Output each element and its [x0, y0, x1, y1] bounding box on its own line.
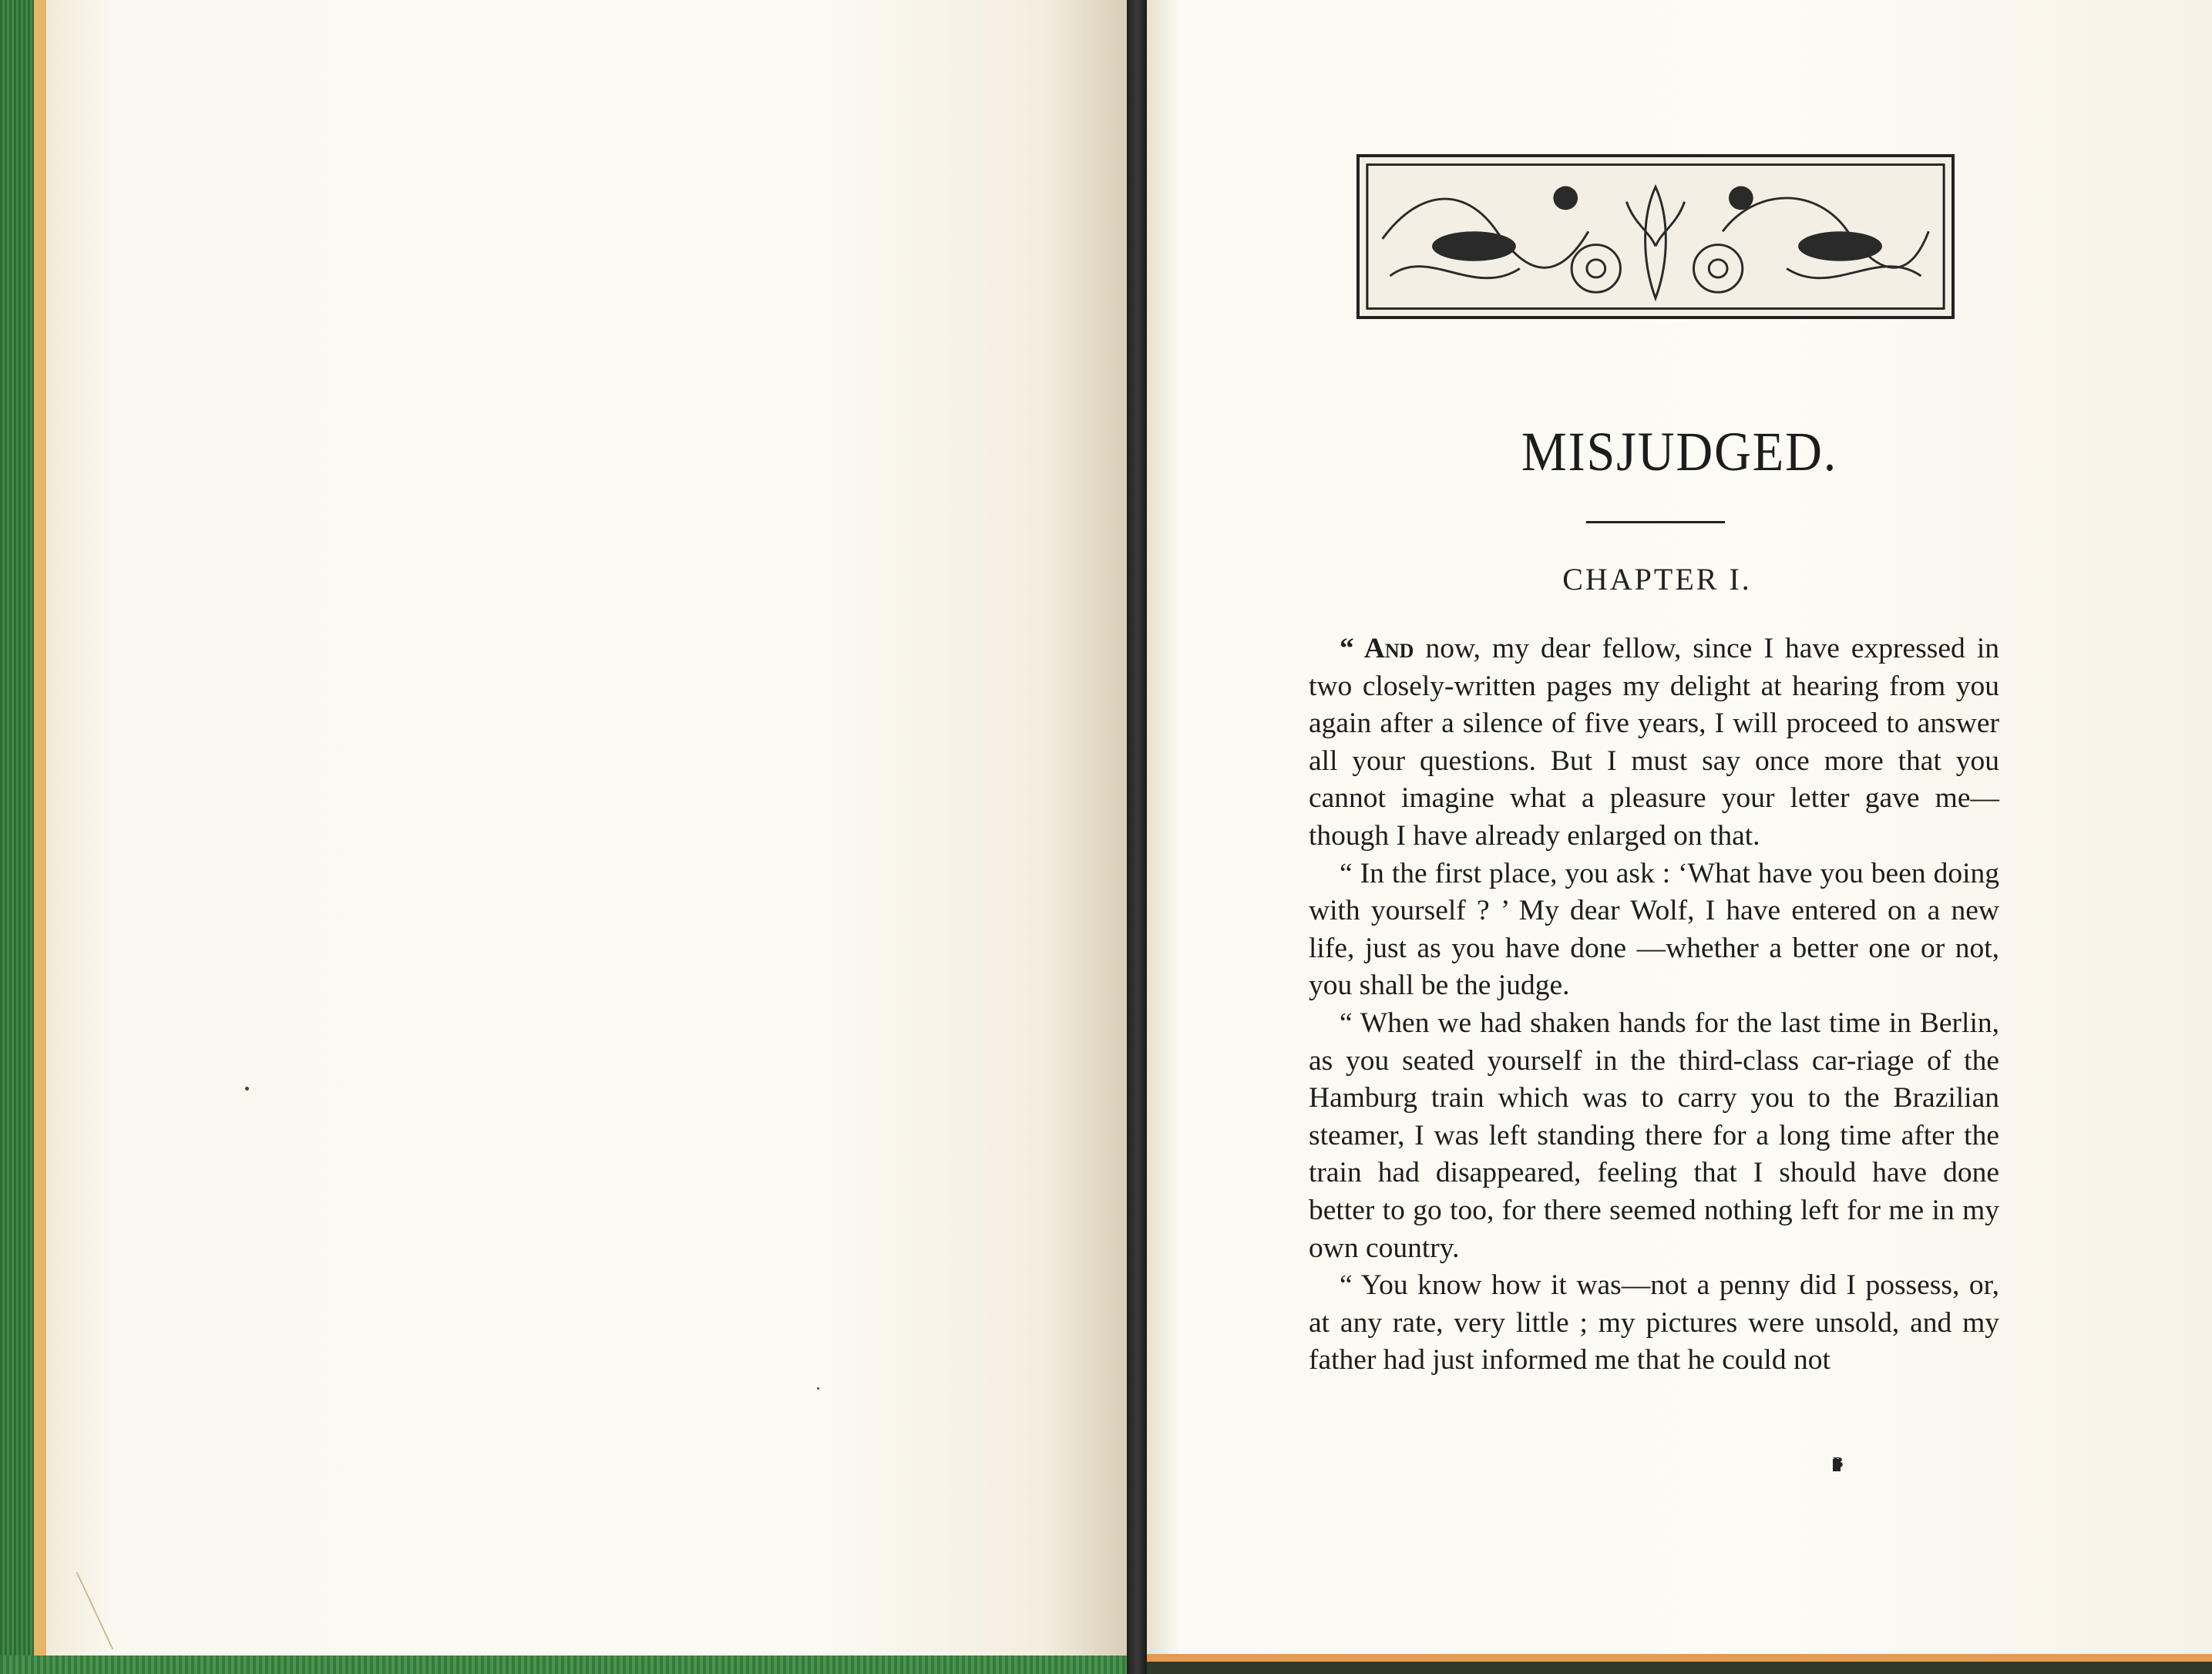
signature-mark-letter: B — [1833, 1454, 1844, 1471]
paragraph-lead-words: “ And — [1340, 633, 1414, 664]
book-title: MISJUDGED. — [1521, 421, 1838, 482]
paragraph-text: now, my dear fellow, since I have expressed in two closely-written pages my delight at hearing from you again after a silence of five years, I will proceed to answer all your questions. But I must say once more that you cannot imagine what a pleasure your letter gave me—though I have already enlarged on that. — [1309, 633, 1999, 852]
left-blank-page — [34, 0, 1127, 1657]
paragraph: “ When we had shaken hands for the last time in Berlin, as you seated yourself in the third-class car-riage of the Hamburg train which was to carry you to the Brazilian steamer, I was left standing there for a long time after the train had disappeared, feeling that I should have done better to go too, for there seemed nothing left for me in my own country. — [1309, 1007, 1999, 1264]
paper-speck — [245, 1087, 249, 1091]
chapter-body-text — [1309, 630, 1999, 1380]
book-gutter — [1127, 0, 1147, 1674]
signature-mark — [1833, 1454, 1844, 1471]
title-rule-divider — [1586, 521, 1725, 523]
paper-speck — [817, 1387, 819, 1390]
book-cover-bottom-edge — [0, 1656, 1141, 1674]
chapter-heading: CHAPTER I. — [1562, 562, 1752, 597]
paragraph: “ You know how it was—not a penny did I possess, or, at any rate, very little ; my pictures were unsold, and my father had just informed me that he could not — [1309, 1269, 1999, 1377]
ornamental-headpiece-icon — [1356, 154, 1955, 319]
paragraph — [1309, 630, 1999, 855]
paragraph: “ In the first place, you ask : ‘What have you been doing with yourself ? ’ My dear Wolf, I have entered on a new life, just as you have done —whether a better one or not, you shall be the judge. — [1309, 857, 1999, 1002]
